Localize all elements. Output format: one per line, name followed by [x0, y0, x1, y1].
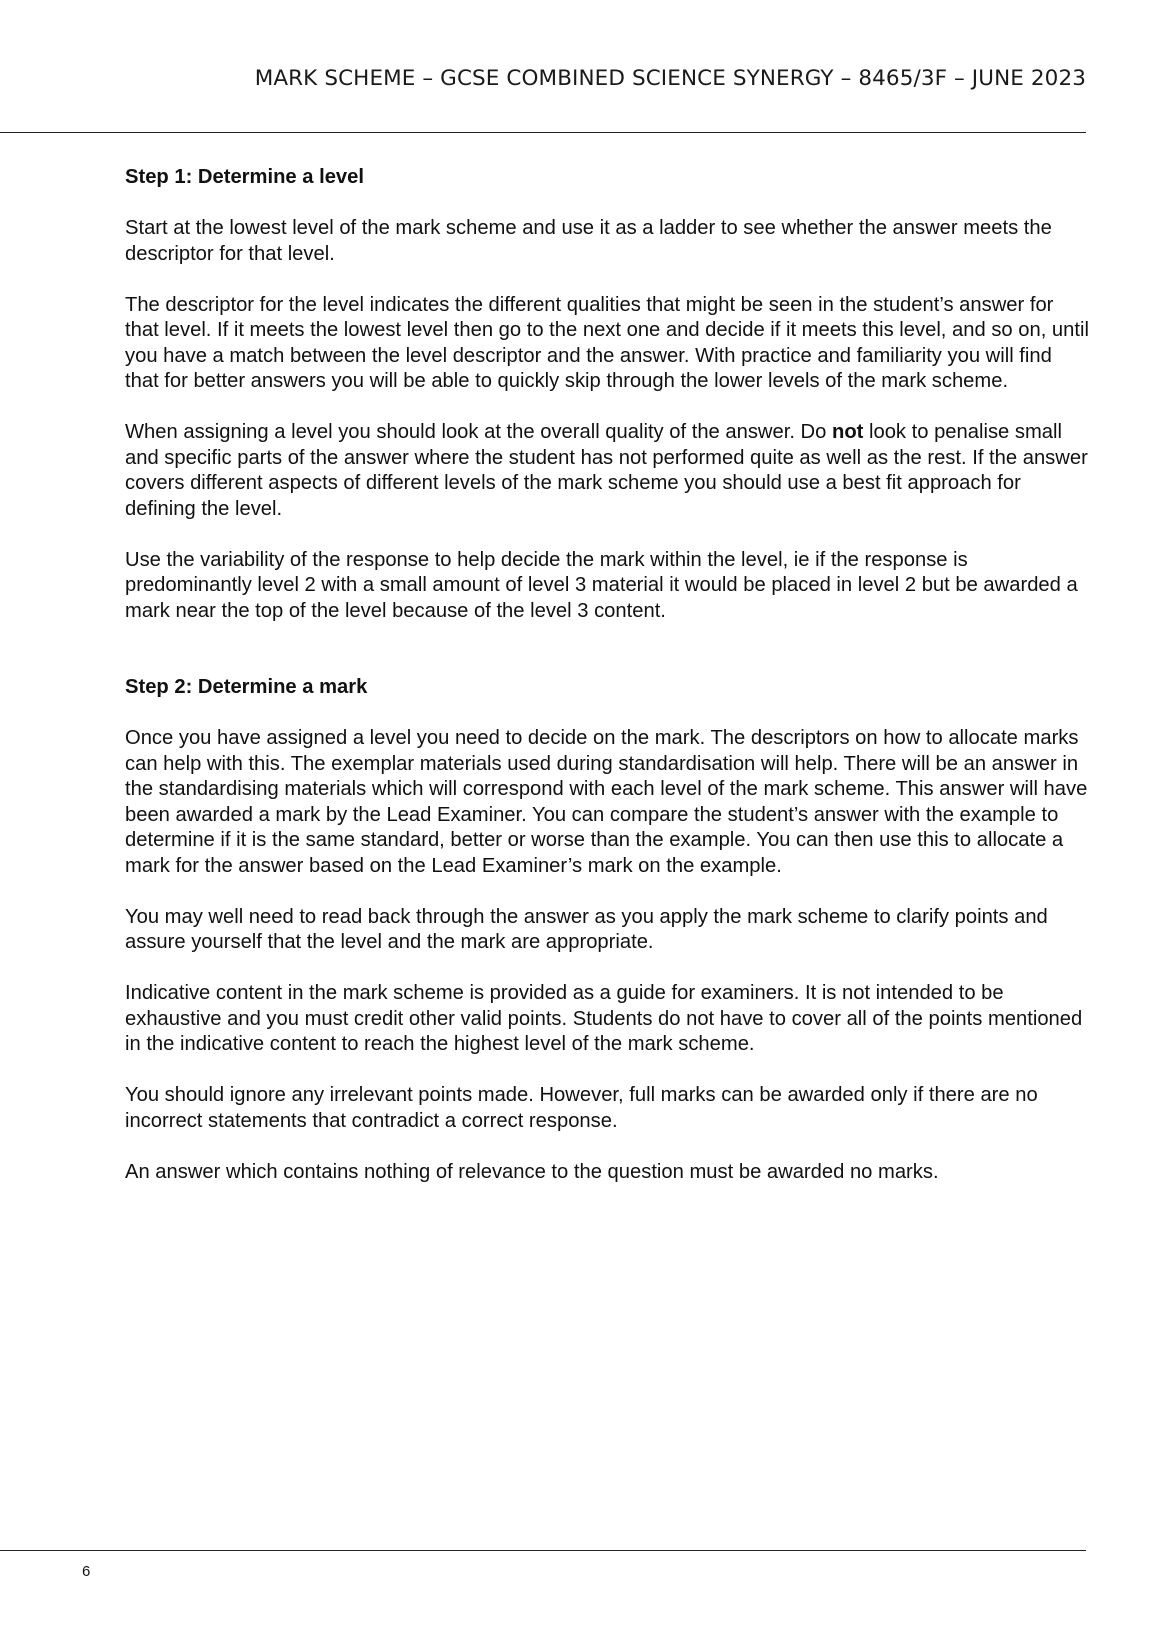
- page-number: 6: [82, 1563, 91, 1580]
- step1-heading: Step 1: Determine a level: [125, 166, 364, 188]
- step2-paragraph-3: Indicative content in the mark scheme is provided as a guide for examiners. It is not intended to be exhaustive and you must credit other valid points. Students do not have to cover all of the points mentioned in the indicative content to reach the highest level of the mark scheme.: [125, 982, 1083, 1055]
- step1-paragraph-1: Start at the lowest level of the mark scheme and use it as a ladder to see whether the answer meets the descriptor for that level.: [125, 217, 1052, 265]
- header-title: MARK SCHEME – GCSE COMBINED SCIENCE SYNERGY – 8465/3F – JUNE 2023: [254, 66, 1086, 91]
- step1-paragraph-2: The descriptor for the level indicates the different qualities that might be seen in the student’s answer for that level. If it meets the lowest level then go to the next one and decide if it meets this level, and so on, until you have a match between the level descriptor and the answer. With practice and familiarity you will find that for better answers you will be able to quickly skip through the lower levels of the mark scheme.: [125, 293, 1089, 392]
- footer-rule: [0, 1550, 1086, 1551]
- step1-paragraph-4: Use the variability of the response to help decide the mark within the level, ie if the response is predominantly level 2 with a small amount of level 3 material it would be placed in level 2 but be awarded a mark near the top of the level because of the level 3 content.: [125, 548, 1078, 622]
- step2-paragraph-4: You should ignore any irrelevant points made. However, full marks can be awarded only if there are no incorrect statements that contradict a correct response.: [125, 1084, 1038, 1132]
- step1-paragraph-3: [125, 420, 1089, 522]
- step1-paragraph-3-start: When assigning a level you should look at the overall quality of the answer. Do: [125, 421, 832, 443]
- document-body: [125, 165, 1089, 1185]
- header-rule: [0, 132, 1086, 133]
- step1-paragraph-3-end: look to penalise small and specific parts of the answer where the student has not performed quite as well as the rest. If the answer covers different aspects of different levels of the mark scheme you should use a best fit approach for defining the level.: [125, 421, 1088, 520]
- step2-heading: Step 2: Determine a mark: [125, 676, 368, 698]
- step2-paragraph-5: An answer which contains nothing of relevance to the question must be awarded no marks.: [125, 1160, 939, 1183]
- step2-paragraph-1: Once you have assigned a level you need to decide on the mark. The descriptors on how to allocate marks can help with this. The exemplar materials used during standardisation will help. There will be an answer in the standardising materials which will correspond with each level of the mark scheme. This answer will have been awarded a mark by the Lead Examiner. You can compare the student’s answer with the example to determine if it is the same standard, better or worse than the example. You can then use this to allocate a mark for the answer based on the Lead Examiner’s mark on the example.: [125, 727, 1088, 877]
- emphasis-not: not: [831, 421, 864, 443]
- step2-paragraph-2: You may well need to read back through the answer as you apply the mark scheme to clarify points and assure yourself that the level and the mark are appropriate.: [125, 905, 1048, 953]
